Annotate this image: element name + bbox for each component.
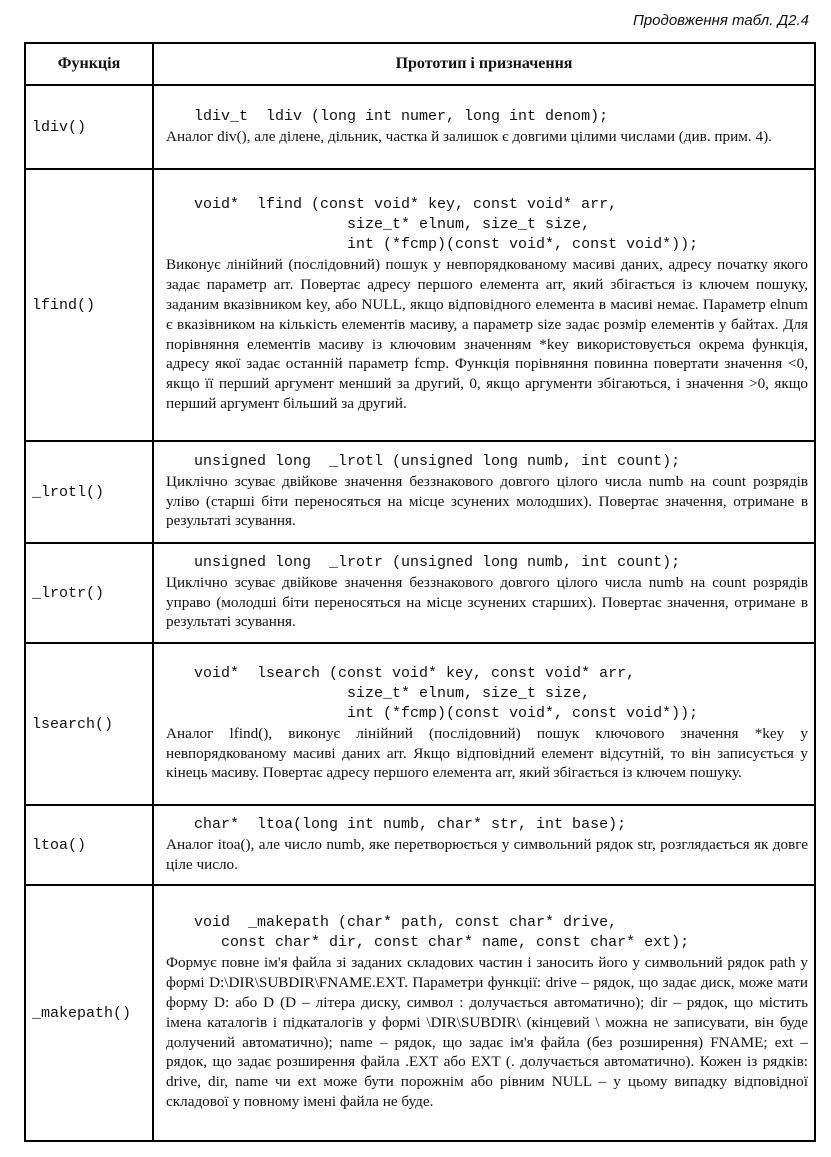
function-description-cell bbox=[153, 169, 815, 441]
table-row bbox=[25, 85, 815, 169]
function-prototype: char* ltoa(long int numb, char* str, int base); bbox=[194, 815, 627, 833]
function-prototype: unsigned long _lrotl (unsigned long numb, int count); bbox=[194, 452, 681, 470]
function-description: Аналог div(), але ділене, дільник, частка й залишок є довгими цілими числами (див. прим. 4). bbox=[166, 127, 772, 145]
table-row bbox=[25, 169, 815, 441]
function-description: Аналог lfind(), виконує лінійний (послідовний) пошук ключового значення *key у невпорядкованому масиві даних arr. Якщо відповідний елемент відсутній, то він записується у кінець масиву. Повертає адресу першого елемента arr, який збігається із ключем пошуку. bbox=[166, 724, 808, 782]
function-description-cell bbox=[153, 543, 815, 643]
function-description: Формує повне ім'я файла зі заданих складових частин і заносить його у символьний рядок path у формі D:\DIR\SUBDIR\FNAME.EXT. Параметри функції: drive – рядок, що задає диск, може мати форму D: або D (D – літера диску, символ : долучається автоматично); dir – рядок, що містить імена каталогів і підкаталогів у формі \DIR\SUBDIR\ (кінцевий \ можна не записувати, він буде долучений автоматично); name – рядок, що задає ім'я файла (без розширення) FNAME; ext – рядок, що задає розширення файла .EXT або EXT (. долучається автоматично). Кожен із рядків: drive, dir, name чи ext може бути порожнім або рівним NULL – у цьому випадку відповідної складової у повному імені файла не буде. bbox=[166, 954, 808, 1110]
table-row bbox=[25, 441, 815, 543]
header-prototype: Прототип і призначення bbox=[153, 43, 815, 85]
function-prototype: unsigned long _lrotr (unsigned long numb, int count); bbox=[194, 553, 681, 571]
function-name: _lrotl() bbox=[25, 441, 153, 543]
function-name: ltoa() bbox=[25, 805, 153, 885]
function-description-cell bbox=[153, 885, 815, 1141]
function-description-cell bbox=[153, 85, 815, 169]
header-function: Функція bbox=[25, 43, 153, 85]
function-prototype: void _makepath (char* path, const char* drive, const char* dir, const char* name, const char* ext); bbox=[194, 914, 690, 952]
function-prototype: void* lsearch (const void* key, const void* arr, size_t* elnum, size_t size, int (*fcmp)(const void*, const void*)); bbox=[194, 664, 699, 722]
table-row bbox=[25, 543, 815, 643]
function-name: _makepath() bbox=[25, 885, 153, 1141]
function-description-cell bbox=[153, 805, 815, 885]
function-description: Виконує лінійний (послідовний) пошук у невпорядкованому масиві даних, адресу початку якого задає параметр arr. Повертає адресу першого елемента arr, який збігається із ключем пошуку, заданим вказівником key, або NULL, якщо відповідного елемента в масиві немає. Параметр elnum є вказівником на кількість елементів масиву, а параметр size задає розмір елементів у байтах. Для порівняння елементів масиву із ключовим значенням *key використовується окрема функція, адресу якої задає останній параметр fcmp. Функція порівняння повинна повертати значення <0, якщо її перший аргумент менший за другий, 0, якщо аргументи збігаються, і значення >0, якщо перший аргумент більший за другий. bbox=[166, 256, 808, 412]
function-description-cell bbox=[153, 643, 815, 805]
function-name: _lrotr() bbox=[25, 543, 153, 643]
function-name: ldiv() bbox=[25, 85, 153, 169]
function-name: lsearch() bbox=[25, 643, 153, 805]
function-prototype: void* lfind (const void* key, const void* arr, size_t* elnum, size_t size, int (*fcmp)(const void*, const void*)); bbox=[194, 196, 699, 254]
table-row bbox=[25, 885, 815, 1141]
table-caption: Продовження табл. Д2.4 bbox=[632, 12, 809, 29]
function-table bbox=[24, 42, 816, 1142]
function-description-cell bbox=[153, 441, 815, 543]
table-row bbox=[25, 805, 815, 885]
function-description: Циклічно зсуває двійкове значення беззнакового довгого цілого числа numb на count розрядів уліво (старші біти переносяться на місце зсунених молодших). Повертає значення, отримане в результаті зсування. bbox=[166, 472, 808, 530]
function-prototype: ldiv_t ldiv (long int numer, long int denom); bbox=[194, 107, 609, 125]
function-description: Циклічно зсуває двійкове значення беззнакового довгого цілого числа numb на count розрядів управо (молодші біти переносяться на місце зсунених старших). Повертає значення, отримане в результаті зсування. bbox=[166, 573, 808, 631]
table-header-row bbox=[25, 43, 815, 85]
function-description: Аналог itoa(), але число numb, яке перетворюється у символьний рядок str, розглядається як довге ціле число. bbox=[166, 835, 808, 873]
function-name: lfind() bbox=[25, 169, 153, 441]
table-row bbox=[25, 643, 815, 805]
